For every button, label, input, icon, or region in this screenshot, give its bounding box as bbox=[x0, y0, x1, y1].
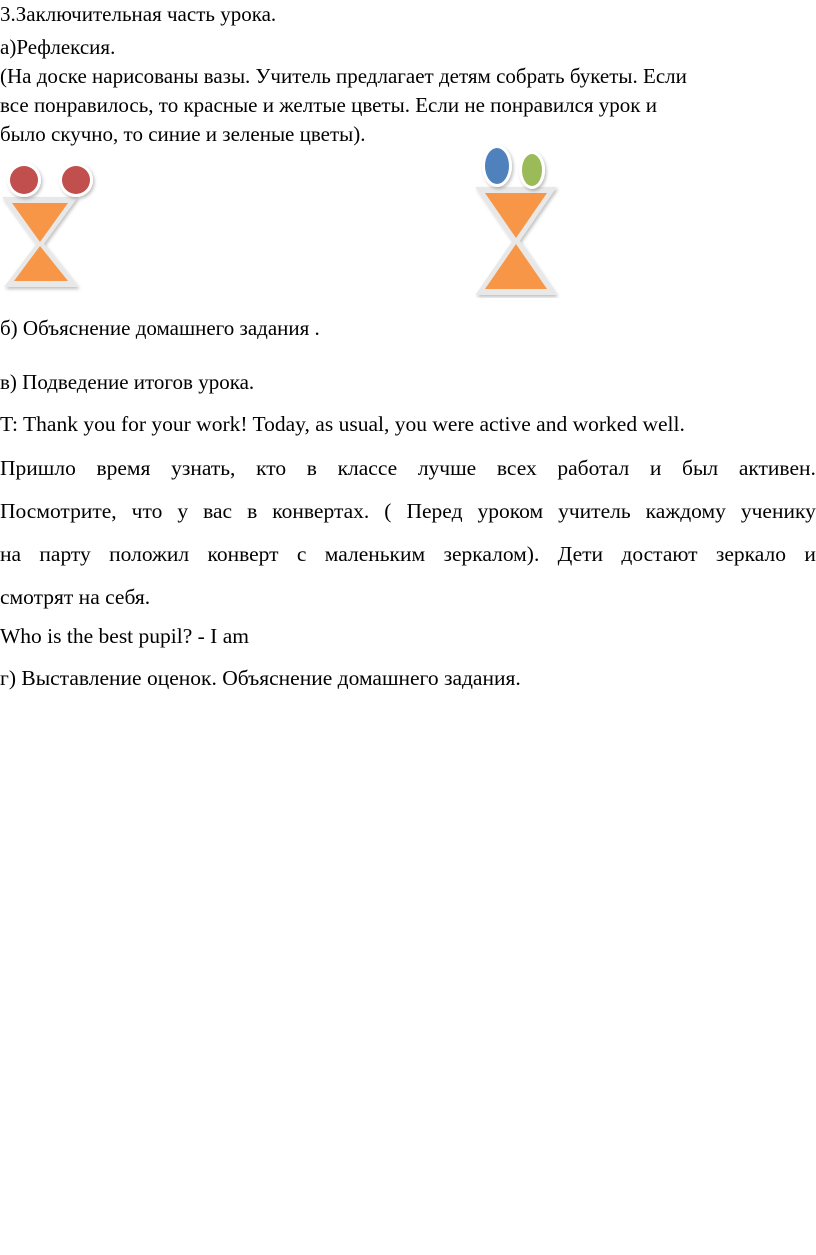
word: Пришло bbox=[0, 456, 76, 480]
question-line: Who is the best pupil? - I am bbox=[0, 624, 249, 648]
word: узнать, bbox=[171, 456, 236, 480]
word: Посмотрите, bbox=[0, 499, 117, 523]
paragraph-line-2 bbox=[0, 498, 816, 524]
word: у bbox=[177, 499, 189, 523]
section-title: 3.Заключительная часть урока. bbox=[0, 2, 277, 26]
vase-icon bbox=[481, 190, 551, 292]
vase-illustration-happy bbox=[0, 158, 110, 293]
word: вас bbox=[203, 499, 233, 523]
vase-illustration-bored bbox=[472, 138, 562, 298]
word: в bbox=[306, 456, 317, 480]
word: кто bbox=[256, 456, 287, 480]
paragraph-line-3 bbox=[0, 541, 816, 567]
word: ученику bbox=[740, 499, 816, 523]
word: конвертах. bbox=[272, 499, 370, 523]
teacher-line: T: Thank you for your work! Today, as usual, you were active and worked well. bbox=[0, 412, 685, 436]
red-flower-icon bbox=[10, 166, 38, 194]
reflection-text-line-2: все понравилось, то красные и желтые цветы. Если не понравился урок и bbox=[0, 93, 657, 117]
word: зеркало bbox=[715, 542, 787, 566]
word: уроком bbox=[477, 499, 544, 523]
paragraph-last-line: смотрят на себя. bbox=[0, 585, 151, 609]
vase-top bbox=[485, 193, 547, 238]
word: в bbox=[247, 499, 258, 523]
word: конверт bbox=[207, 542, 279, 566]
word: Перед bbox=[406, 499, 463, 523]
vase-top bbox=[12, 203, 68, 242]
word: лучше bbox=[417, 456, 477, 480]
word: с bbox=[296, 542, 307, 566]
word: каждому bbox=[645, 499, 726, 523]
word: всех bbox=[496, 456, 537, 480]
vase-icon bbox=[8, 200, 72, 284]
reflection-text-line-3: было скучно, то синие и зеленые цветы). bbox=[0, 122, 366, 146]
reflection-heading: а)Рефлексия. bbox=[0, 35, 116, 59]
homework-explanation: б) Объяснение домашнего задания . bbox=[0, 316, 320, 340]
word: положил bbox=[109, 542, 190, 566]
word: достают bbox=[621, 542, 698, 566]
word: Дети bbox=[557, 542, 604, 566]
word: классе bbox=[337, 456, 398, 480]
word: что bbox=[131, 499, 163, 523]
vase-bottom bbox=[485, 244, 547, 289]
word: время bbox=[96, 456, 151, 480]
word: работал bbox=[557, 456, 630, 480]
paragraph-line-1 bbox=[0, 455, 816, 481]
word: учитель bbox=[558, 499, 631, 523]
grading-line: г) Выставление оценок. Объяснение домашнего задания. bbox=[0, 666, 521, 690]
reflection-text-line-1: (На доске нарисованы вазы. Учитель предлагает детям собрать букеты. Если bbox=[0, 64, 687, 88]
word: ( bbox=[384, 499, 392, 523]
word: активен. bbox=[738, 456, 816, 480]
word: маленьким bbox=[324, 542, 426, 566]
word: зеркалом). bbox=[443, 542, 540, 566]
word: и bbox=[649, 456, 662, 480]
word: на bbox=[0, 542, 22, 566]
summary-heading: в) Подведение итогов урока. bbox=[0, 370, 255, 394]
word: был bbox=[682, 456, 719, 480]
red-flower-icon bbox=[62, 166, 90, 194]
blue-flower-icon bbox=[485, 148, 509, 184]
green-flower-icon bbox=[522, 154, 542, 186]
word: и bbox=[804, 542, 816, 566]
word: парту bbox=[39, 542, 91, 566]
